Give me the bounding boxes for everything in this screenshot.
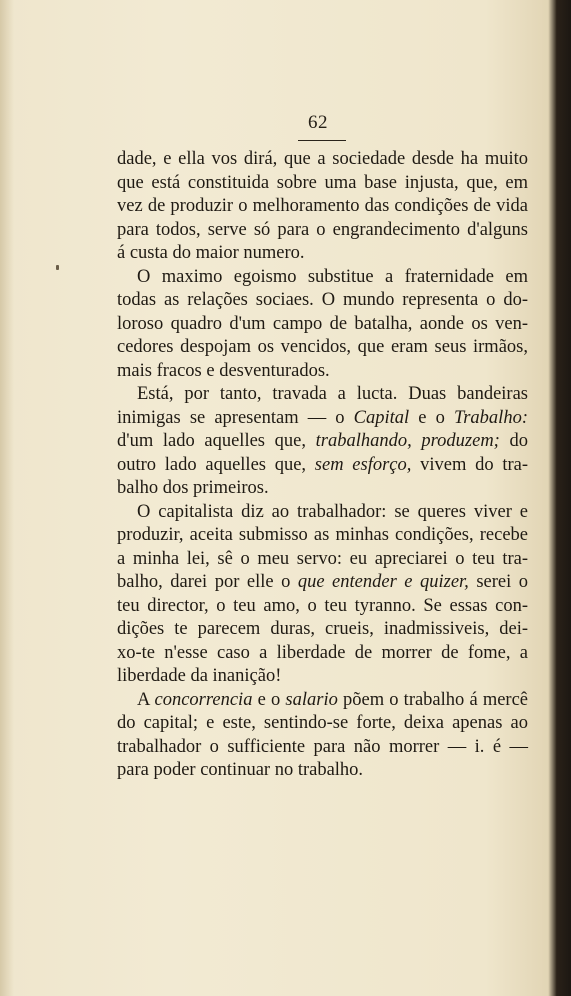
text-line: dições te parecem duras, crueis, inadmissiveis, dei-	[117, 619, 528, 639]
text-line: trabalhador o sufficiente para não morrer — i. é —	[117, 736, 528, 757]
text-line: mais fracos e desventurados.	[117, 360, 330, 381]
text-italic: concorrencia	[154, 689, 253, 710]
text-span: e o	[409, 407, 454, 428]
text-line: O capitalista diz ao trabalhador: se queres viver e	[137, 501, 528, 522]
text-line: produzir, aceita submisso as minhas condições, recebe	[117, 525, 528, 545]
text-span: serei o	[468, 572, 528, 592]
page-number: 62	[308, 112, 328, 133]
text-line: para poder continuar no trabalho.	[117, 760, 364, 780]
text-span: vivem do tra-	[411, 454, 528, 475]
text-span: A	[137, 689, 155, 710]
text-italic: Trabalho:	[453, 407, 528, 428]
text-line: vez de produzir o melhoramento das condições de vida	[117, 196, 528, 216]
text-line: todas as relações sociaes. O mundo representa o do-	[117, 290, 528, 310]
text-line: para todos, serve só para o engrandecimento d'alguns	[117, 219, 528, 240]
text-span: d'um lado aquelles que,	[117, 431, 316, 451]
text-line: balho dos primeiros.	[117, 478, 269, 498]
text-italic: trabalhando, produzem;	[315, 431, 500, 451]
text-line	[117, 689, 528, 713]
text-line: cedores despojam os vencidos, que eram seus irmãos,	[117, 337, 528, 357]
text-span: inimigas se apresentam — o	[117, 407, 354, 428]
text-span: e o	[252, 689, 286, 710]
text-span: do	[499, 431, 528, 451]
text-italic: Capital	[353, 407, 410, 428]
text-line: liberdade da inanição!	[117, 666, 282, 686]
text-line: loroso quadro d'um campo de batalha, aonde os ven-	[117, 313, 528, 334]
text-line	[117, 430, 528, 454]
body-text	[117, 148, 528, 783]
text-italic: que entender e quizer,	[297, 572, 469, 592]
text-span: balho, darei por elle o	[117, 572, 298, 592]
text-line: teu director, o teu amo, o teu tyranno. Se essas con-	[117, 595, 528, 616]
text-line	[117, 407, 528, 431]
text-line	[117, 571, 528, 595]
text-line	[117, 454, 528, 478]
text-line: a minha lei, sê o meu servo: eu apreciarei o teu tra-	[117, 548, 528, 569]
text-line: que está constituida sobre uma base injusta, que, em	[117, 172, 528, 193]
text-span: outro lado aquelles que,	[117, 454, 315, 475]
text-line: do capital; e este, sentindo-se forte, deixa apenas ao	[117, 713, 528, 733]
text-span: põem o trabalho á mercê	[337, 689, 529, 710]
text-line: O maximo egoismo substitue a fraternidade em	[137, 266, 528, 287]
text-line: á custa do maior numero.	[117, 243, 305, 263]
text-line: Está, por tanto, travada a lucta. Duas bandeiras	[137, 384, 528, 404]
page-number-rule	[298, 140, 346, 141]
text-italic: sem esforço,	[314, 454, 412, 475]
text-line: dade, e ella vos dirá, que a sociedade desde ha muito	[117, 149, 528, 169]
ink-speck	[56, 265, 59, 270]
page-gutter-shadow	[0, 0, 14, 996]
text-line: xo-te n'esse caso a liberdade de morrer de fome, a	[117, 642, 528, 663]
text-italic: salario	[285, 689, 338, 710]
